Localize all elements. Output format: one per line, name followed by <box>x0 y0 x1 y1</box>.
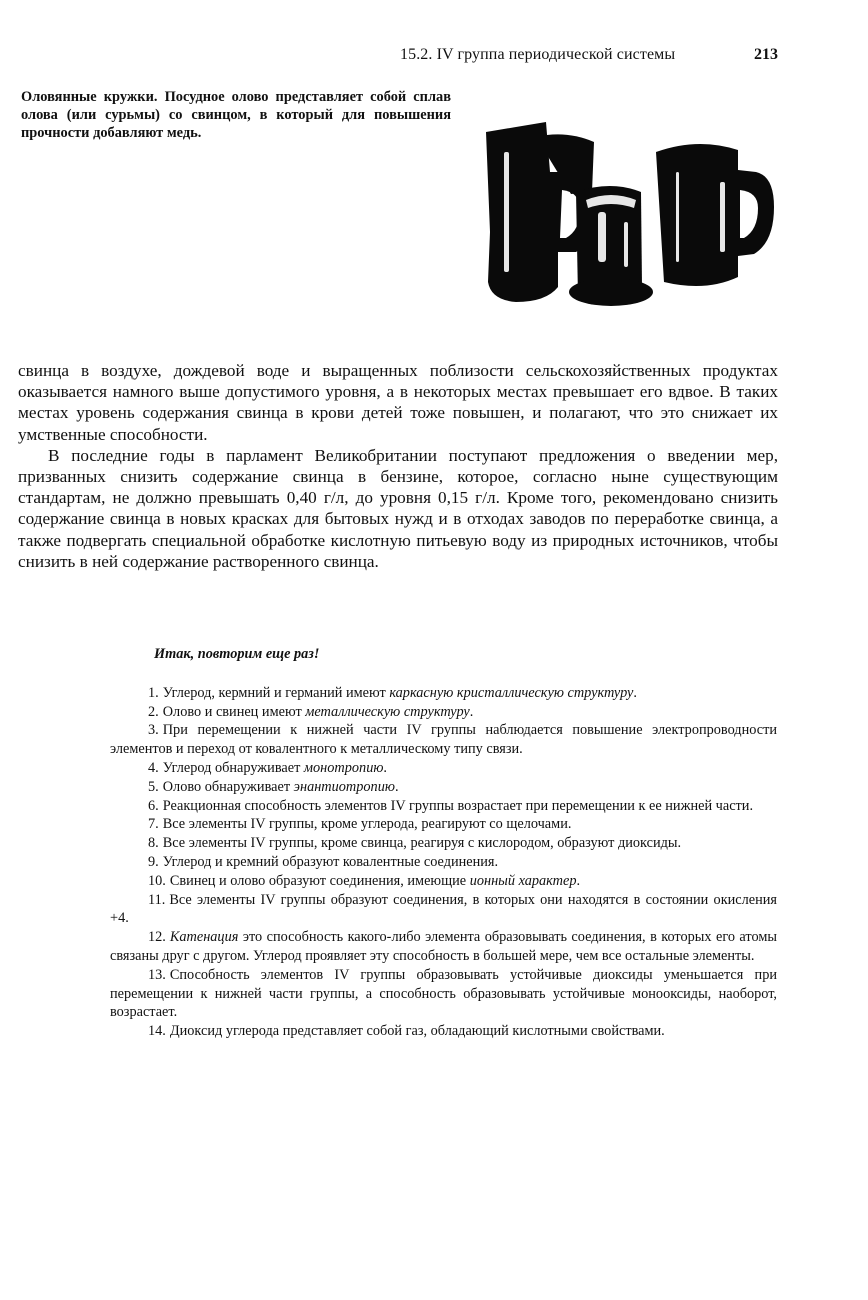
summary-title: Итак, повторим еще раз! <box>154 646 320 662</box>
summary-item: 14. Диоксид углерода представляет собой газ, обладающий кислотными свойствами. <box>148 1023 665 1040</box>
running-header <box>400 46 778 70</box>
summary-item: 8. Все элементы IV группы, кроме свинца, реагируя с кислородом, образуют диоксиды. <box>148 835 682 852</box>
summary-item: 9. Углерод и кремний образуют ковалентные соединения. <box>148 853 499 870</box>
main-text <box>18 360 778 572</box>
paragraph: свинца в воздухе, дождевой воде и выращенных поблизости сельскохозяйственных продуктах оказывается намного выше допустимого уровня, а в некоторых местах превышает его вдвое. В таких местах уровень содержания свинца в крови детей тоже повышен, и полагают, что это снижает их умственные способности. <box>18 361 778 444</box>
summary-item: 6. Реакционная способность элементов IV группы возрастает при перемещении к ее нижней части. <box>148 797 754 814</box>
summary-item: 11. Все элементы IV группы образуют соединения, в которых они находятся в состоянии окисления +4. <box>110 891 777 927</box>
summary-item: 2. Олово и свинец имеют металлическую структуру. <box>148 703 474 720</box>
summary-item: 13. Способность элементов IV группы образовывать устойчивые диоксиды уменьшается при перемещении к нижней части группы, а способность образовывать устойчивые монооксиды, наоборот, возрастает. <box>110 966 777 1021</box>
summary-item: 3. При перемещении к нижней части IV группы наблюдается повышение электропроводности элементов и переход от ковалентного к металлическому типу связи. <box>110 722 777 758</box>
summary-item: 7. Все элементы IV группы, кроме углерода, реагируют со щелочами. <box>148 816 572 833</box>
summary-section <box>110 645 777 1041</box>
figure-caption: Оловянные кружки. Посудное олово представляет собой сплав олова (или сурьмы) со свинцом, в который для повышения прочности добавляют медь. <box>21 89 451 141</box>
pewter-mugs-photo <box>476 112 776 312</box>
summary-item: 10. Свинец и олово образуют соединения, имеющие ионный характер. <box>148 872 581 889</box>
summary-item: 5. Олово обнаруживает энантиотропию. <box>148 778 399 795</box>
summary-item: 4. Углерод обнаруживает монотропию. <box>148 759 387 776</box>
summary-item: 12. Катенация это способность какого-либо элемента образовывать соединения, в которых его атомы связаны друг с другом. Углерод проявляет эту способность в большей мере, чем все остальные элементы. <box>110 929 777 964</box>
paragraph: В последние годы в парламент Великобритании поступают предложения о введении мер, призванных снизить содержание свинца в бензине, которое, согласно ныне существующим стандартам, не должно превышать 0,40 г/л, до уровня 0,15 г/л. Кроме того, рекомендовано снизить содержание свинца в новых красках для бытовых нужд и в отходах заводов по переработке свинца, а также подвергать специальной обработке кислотную питьевую воду из природных источников, чтобы снизить в ней содержание растворенного свинца. <box>18 445 778 571</box>
summary-list <box>110 684 777 1041</box>
summary-item: 1. Углерод, кермний и германий имеют каркасную кристаллическую структуру. <box>148 684 637 701</box>
page-number: 213 <box>754 46 778 63</box>
section-title: 15.2. IV группа периодической системы <box>400 46 676 63</box>
